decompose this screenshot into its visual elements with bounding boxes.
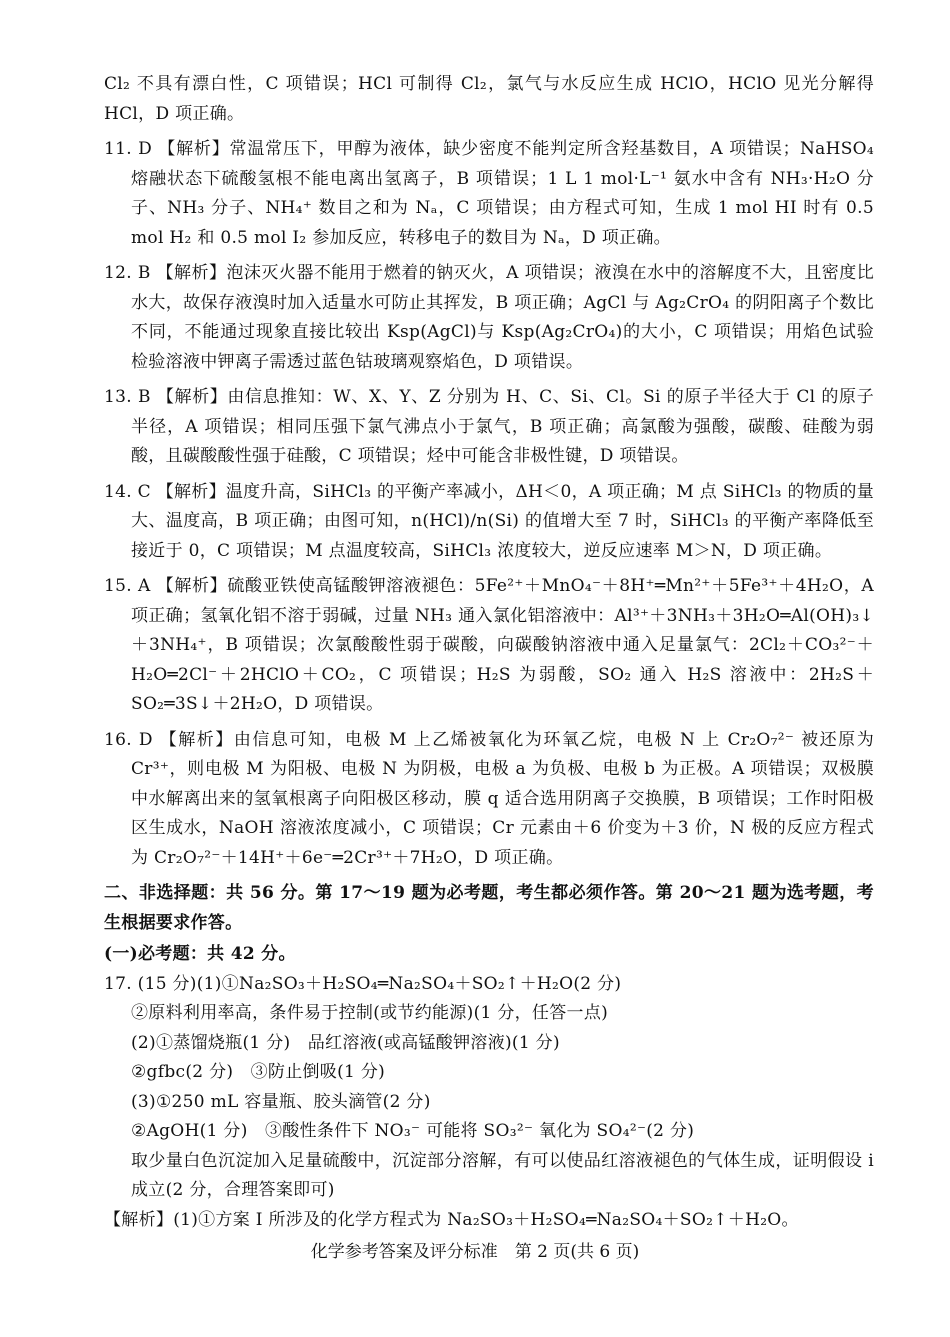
q17-line-3: (2)①蒸馏烧瓶(1 分) 品红溶液(或高锰酸钾溶液)(1 分) xyxy=(131,1032,560,1053)
section-heading-required: (一)必考题：共 42 分。 xyxy=(104,944,296,964)
answer-item-15: 15. A 【解析】硫酸亚铁使高锰酸钾溶液褪色：5Fe²⁺＋MnO₄⁻＋8H⁺═Mn²⁺＋5Fe³⁺＋4H₂O，A 项正确；氢氧化铝不溶于弱碱，过量 NH₃ 通入氯化铝溶液中：Al³⁺＋3NH₃＋3H₂O═Al(OH)₃↓＋3NH₄⁺，B 项错误；次氯酸酸性弱于碳酸，向碳酸钠溶液中通入足量氯气：2Cl₂＋CO₃²⁻＋H₂O═2Cl⁻＋2HClO＋CO₂，C 项错误；H₂S 为弱酸，SO₂ 通入 H₂S 溶液中：2H₂S＋SO₂═3S↓＋2H₂O，D 项错误。 xyxy=(104,576,874,714)
q17-line-6: ②AgOH(1 分) ③酸性条件下 NO₃⁻ 可能将 SO₃²⁻ 氧化为 SO₄²⁻(2 分) xyxy=(131,1121,695,1141)
answer-item-13: 13. B 【解析】由信息推知：W、X、Y、Z 分别为 H、C、Si、Cl。Si 的原子半径大于 Cl 的原子半径，A 项错误；相同压强下氯气沸点小于氯气，B 项正确；高氯酸为强酸，碳酸、硅酸为弱酸，且碳酸酸性强于硅酸，C 项错误；烃中可能含非极性键，D 项错误。 xyxy=(104,387,874,466)
q17-line-2: ②原料利用率高，条件易于控制(或节约能源)(1 分，任答一点) xyxy=(131,1003,609,1023)
q17-line-7: 取少量白色沉淀加入足量硫酸中，沉淀部分溶解，有可以使品红溶液褪色的气体生成，证明假设 i 成立(2 分，合理答案即可) xyxy=(131,1150,874,1200)
answer-item-11: 11. D 【解析】常温常压下，甲醇为液体，缺少密度不能判定所含羟基数目，A 项错误；NaHSO₄ 熔融状态下硫酸氢根不能电离出氢离子，B 项错误；1 L 1 mol·L⁻¹ 氨水中含有 NH₃·H₂O 分子、NH₃ 分子、NH₄⁺ 数目之和为 Nₐ，C 项错误；由方程式可知，生成 1 mol HI 时有 0.5 mol H₂ 和 0.5 mol I₂ 参加反应，转移电子的数目为 Nₐ，D 项正确。 xyxy=(104,139,874,248)
q17-line-5: (3)①250 mL 容量瓶、胶头滴管(2 分) xyxy=(131,1091,431,1112)
answer-item-16: 16. D 【解析】由信息可知，电极 M 上乙烯被氧化为环氧乙烷，电极 N 上 Cr₂O₇²⁻ 被还原为 Cr³⁺，则电极 M 为阳极、电极 N 为阴极，电极 a 为负极、电极 b 为正极。A 项错误；双极膜中水解离出来的氢氧根离子向阳极区移动，膜 q 适合选用阴离子交换膜，B 项错误；工作时阳极区生成水，NaOH 溶液浓度减小，C 项错误；Cr 元素由＋6 价变为＋3 价，N 极的反应方程式为 Cr₂O₇²⁻＋14H⁺＋6e⁻═2Cr³⁺＋7H₂O，D 项正确。 xyxy=(104,729,874,868)
q17-analysis: 【解析】(1)①方案 I 所涉及的化学方程式为 Na₂SO₃＋H₂SO₄═Na₂SO₄＋SO₂↑＋H₂O。 xyxy=(104,1209,799,1230)
page-footer: 化学参考答案及评分标准 第 2 页(共 6 页) xyxy=(310,1242,640,1262)
intro-paragraph: Cl₂ 不具有漂白性，C 项错误；HCl 可制得 Cl₂，氯气与水反应生成 HClO，HClO 见光分解得 HCl，D 项正确。 xyxy=(104,74,874,124)
q17-line-4: ②gfbc(2 分) ③防止倒吸(1 分) xyxy=(131,1062,386,1082)
answer-item-14: 14. C 【解析】温度升高，SiHCl₃ 的平衡产率减小，ΔH＜0，A 项正确；M 点 SiHCl₃ 的物质的量大、温度高，B 项正确；由图可知，n(HCl)/n(Si) 的值增大至 7 时，SiHCl₃ 的平衡产率降低至接近于 0，C 项错误；M 点温度较高，SiHCl₃ 浓度较大，逆反应速率 M＞N，D 项正确。 xyxy=(104,481,874,561)
answer-content xyxy=(104,70,874,1235)
q17-line-1: 17. (15 分)(1)①Na₂SO₃＋H₂SO₄═Na₂SO₄＋SO₂↑＋H₂O(2 分) xyxy=(104,973,622,994)
section-heading-nonchoice: 二、非选择题：共 56 分。第 17～19 题为必考题，考生都必须作答。第 20～21 题为选考题，考生根据要求作答。 xyxy=(104,883,874,933)
answer-item-12: 12. B 【解析】泡沫灭火器不能用于燃着的钠灭火，A 项错误；液溴在水中的溶解度不大，且密度比水大，故保存液溴时加入适量水可防止其挥发，B 项正确；AgCl 与 Ag₂CrO₄ 的阴阳离子个数比不同，不能通过现象直接比较出 Ksp(AgCl)与 Ksp(Ag₂CrO₄)的大小，C 项错误；用焰色试验检验溶液中钾离子需透过蓝色钴玻璃观察焰色，D 项错误。 xyxy=(104,263,874,372)
